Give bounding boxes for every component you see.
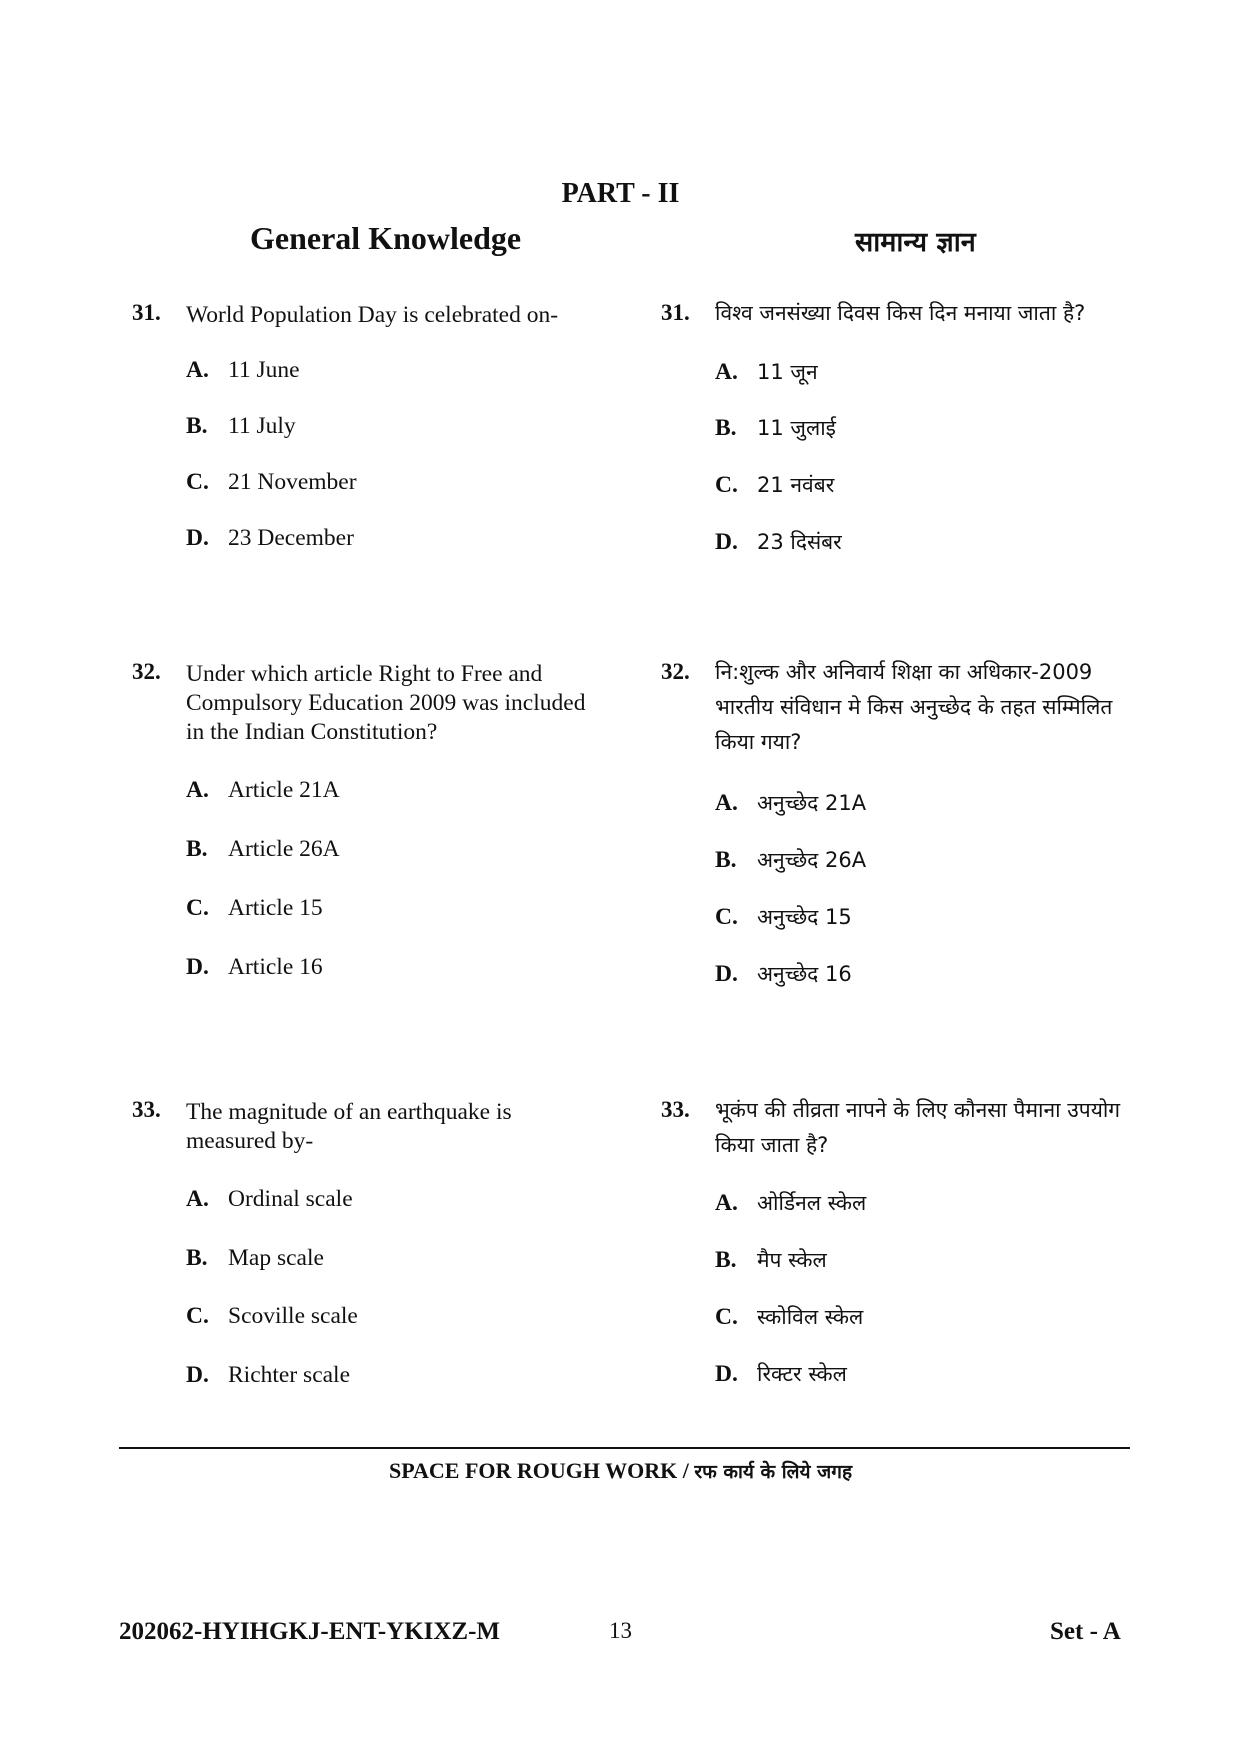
question-text-hi: विश्व जनसंख्या दिवस किस दिन मनाया जाता है?: [715, 301, 1086, 325]
question-text-hi: भूकंप की तीव्रता नापने के लिए कौनसा पैमाना उपयोग किया जाता है?: [715, 1098, 1121, 1157]
question-text-hi: नि:शुल्क और अनिवार्य शिक्षा का अधिकार-2009 भारतीय संविधान मे किस अनुच्छेद के तहत सम्मिलित किया गया?: [715, 660, 1113, 754]
option-a-en: A. 11 June: [186, 357, 300, 383]
paper-code: 202062-HYIHGKJ-ENT-YKIXZ-M: [119, 1618, 501, 1645]
set-label: Set - A: [1050, 1618, 1121, 1645]
option-c-hi: C. स्कोविल स्केल: [715, 1304, 864, 1330]
option-c-hi: C. 21 नवंबर: [715, 472, 835, 498]
section-title-en: General Knowledge: [250, 220, 522, 256]
section-title-hi: सामान्य ज्ञान: [855, 227, 976, 258]
option-d-en: D. Richter scale: [186, 1362, 351, 1388]
option-a-hi: A. अनुच्छेद 21A: [715, 790, 867, 816]
option-c-en: C. 21 November: [186, 469, 357, 495]
question-number-en: 31.: [132, 300, 161, 325]
question-number-en: 32.: [132, 659, 161, 684]
option-a-en: A. Ordinal scale: [186, 1186, 353, 1212]
option-a-en: A. Article 21A: [186, 777, 340, 803]
question-number-hi: 32.: [661, 659, 690, 684]
page-number: 13: [609, 1618, 632, 1643]
option-b-hi: B. मैप स्केल: [715, 1247, 827, 1273]
option-a-hi: A. ओर्डिनल स्केल: [715, 1190, 867, 1216]
option-b-hi: B. 11 जुलाई: [715, 415, 836, 441]
question-text-en: The magnitude of an earthquake is measured by-: [186, 1099, 512, 1154]
rough-work-label: SPACE FOR ROUGH WORK / रफ कार्य के लिये जगह: [388, 1458, 853, 1483]
option-c-en: C. Article 15: [186, 895, 323, 921]
question-number-hi: 31.: [661, 300, 690, 325]
part-heading: PART - II: [561, 178, 680, 209]
option-d-hi: D. अनुच्छेद 16: [715, 961, 852, 987]
option-b-en: B. Article 26A: [186, 836, 340, 862]
option-b-en: B. 11 July: [186, 413, 296, 439]
divider: [119, 1447, 1130, 1449]
question-text-en: Under which article Right to Free and Compulsory Education 2009 was included in the Indian Constitution?: [186, 661, 586, 745]
option-b-hi: B. अनुच्छेद 26A: [715, 847, 867, 873]
option-d-hi: D. रिक्टर स्केल: [715, 1361, 847, 1387]
option-c-en: C. Scoville scale: [186, 1303, 358, 1329]
question-number-hi: 33.: [661, 1097, 690, 1122]
option-c-hi: C. अनुच्छेद 15: [715, 904, 852, 930]
option-d-en: D. 23 December: [186, 525, 354, 551]
option-d-hi: D. 23 दिसंबर: [715, 529, 842, 555]
question-text-en: World Population Day is celebrated on-: [186, 302, 559, 328]
option-a-hi: A. 11 जून: [715, 359, 818, 385]
question-number-en: 33.: [132, 1097, 161, 1122]
option-d-en: D. Article 16: [186, 954, 323, 980]
option-b-en: B. Map scale: [186, 1245, 324, 1271]
